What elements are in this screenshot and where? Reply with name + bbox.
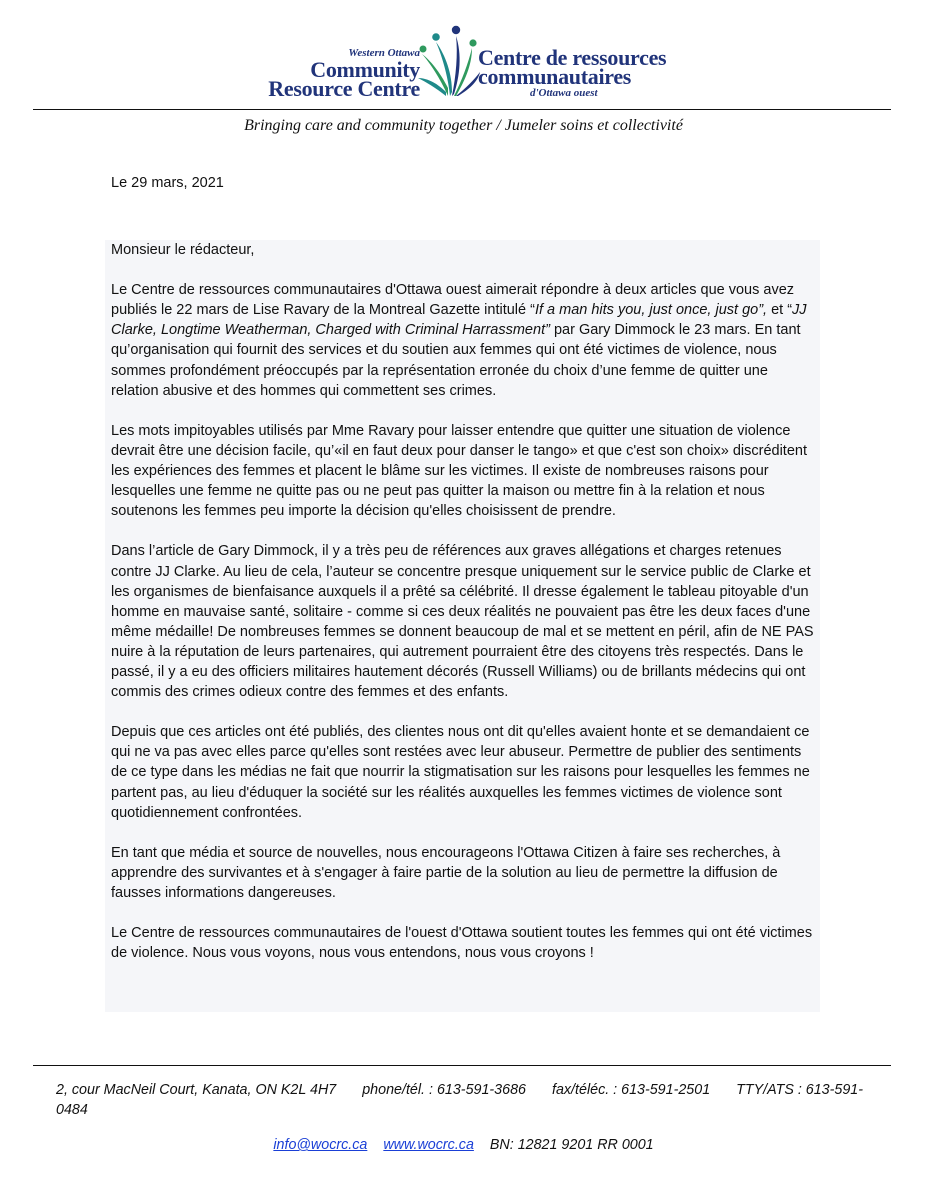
- email-link[interactable]: info@wocrc.ca: [273, 1137, 368, 1153]
- letter-body: [111, 240, 819, 983]
- paragraph-1-text-c: par Gary Dimmock le 23 mars. En tant qu’organisation qui fournit des services et du soutien aux femmes qui ont été victimes de violence, nous sommes profondément préoccupés par la représentation erronée du choix d’une femme de quitter une relation abusive et des hommes qui commettent ses crimes.: [111, 322, 801, 399]
- english-org-small: Western Ottawa: [348, 47, 420, 59]
- tagline: Bringing care and community together / Jumeler soins et collectivité: [244, 117, 683, 134]
- article-title-1: If a man hits you, just once, just go”,: [534, 302, 768, 319]
- business-number: BN: 12821 9201 RR 0001: [489, 1137, 654, 1153]
- paragraph-6: Le Centre de ressources communautaires de l'ouest d'Ottawa soutient toutes les femmes qui ont été victimes de violence. Nous vous voyons, nous vous entendons, nous vous croyons !: [111, 925, 813, 962]
- french-org-line2: communautaires: [478, 64, 632, 89]
- french-org-line1: Centre de ressources: [478, 45, 667, 70]
- letterhead: [0, 0, 927, 108]
- footer-address: 2, cour MacNeil Court, Kanata, ON K2L 4H7: [56, 1082, 337, 1098]
- paragraph-3: Dans l’article de Gary Dimmock, il y a très peu de références aux graves allégations et charges retenues contre JJ Clarke. Au lieu de cela, l’auteur se concentre presque uniquement sur le service public de Clarke et les organismes de bienfaisance auxquels il a prêté sa célébrité. Il dresse également le tableau pitoyable d'un homme en mauvaise santé, solitaire - comme si ces deux réalités ne pouvaient pas être les deux faces d'une même médaille! De nombreuses femmes se donnent beaucoup de mal et se mettent en péril, afin de NE PAS nuire à la réputation de leurs partenaires, qui autrement pourraient être des citoyens très respectés. Dans le passé, il y a eu des officiers militaires hautement décorés (Russell Williams) ou de brillants médecins qui ont commis des crimes odieux contre des femmes et des enfants.: [111, 543, 814, 701]
- header-divider: [33, 109, 891, 110]
- footer-contact: [56, 1080, 876, 1120]
- paragraph-5: En tant que média et source de nouvelles, nous encourageons l'Ottawa Citizen à faire ses recherches, à apprendre des survivantes et à s'engager à faire partie de la solution au lieu de permettre la diffusion de fausses informations dangereuses.: [111, 844, 781, 901]
- english-org-line1: Community: [310, 57, 420, 82]
- letter-date: Le 29 mars, 2021: [111, 175, 224, 191]
- paragraph-2: Les mots impitoyables utilisés par Mme Ravary pour laisser entendre que quitter une situation de violence devrait être une décision facile, qu’«il en faut deux pour danser le tango» et que c'est son choix» discréditent les expériences des femmes et placent le blâme sur les victimes. Il existe de nombreuses raisons pour lesquelles une femme ne quitte pas ou ne peut pas quitter la maison ou mettre fin à la relation et nous soutenons les femmes peu importe la décision qu'elles choisissent de prendre.: [111, 422, 807, 520]
- footer-divider: [33, 1065, 891, 1066]
- footer-fax: fax/téléc. : 613-591-2501: [551, 1082, 711, 1098]
- english-org-line2: Resource Centre: [268, 76, 420, 101]
- french-org-name: [478, 45, 688, 99]
- paragraph-4: Depuis que ces articles ont été publiés, des clientes nous ont dit qu'elles avaient honte et se demandaient ce qui ne va pas avec elles parce qu'elles sont restées avec leur abuseur. Permettre de publier des sentiments de ce type dans les médias ne fait que nourrir la stigmatisation sur les raisons pour lesquelles les femmes ne partent pas, au lieu d'éduquer la société sur les réalités auxquelles les femmes victimes de violence sont quotidiennement confrontées.: [111, 724, 810, 821]
- website-link[interactable]: www.wocrc.ca: [383, 1137, 474, 1153]
- footer-phone: phone/tél. : 613-591-3686: [362, 1082, 526, 1098]
- organization-logo-icon: [418, 18, 480, 98]
- french-org-small: d'Ottawa ouest: [530, 87, 598, 99]
- paragraph-1-text-a: Le Centre de ressources communautaires d'Ottawa ouest aimerait répondre à deux articles que vous avez publiés le 22 mars de Lise Ravary de la Montreal Gazette intitulé “: [111, 282, 795, 319]
- footer-links: [0, 1137, 927, 1153]
- article-title-2: JJ Clarke, Longtime Weatherman, Charged with Criminal Harrassment”: [111, 302, 807, 339]
- english-org-name: [262, 47, 420, 101]
- salutation: Monsieur le rédacteur,: [111, 242, 255, 258]
- paragraph-1-text-b: et “: [767, 302, 793, 319]
- paragraph-1: [111, 280, 819, 401]
- footer-tty: TTY/ATS : 613-591-0484: [56, 1082, 864, 1118]
